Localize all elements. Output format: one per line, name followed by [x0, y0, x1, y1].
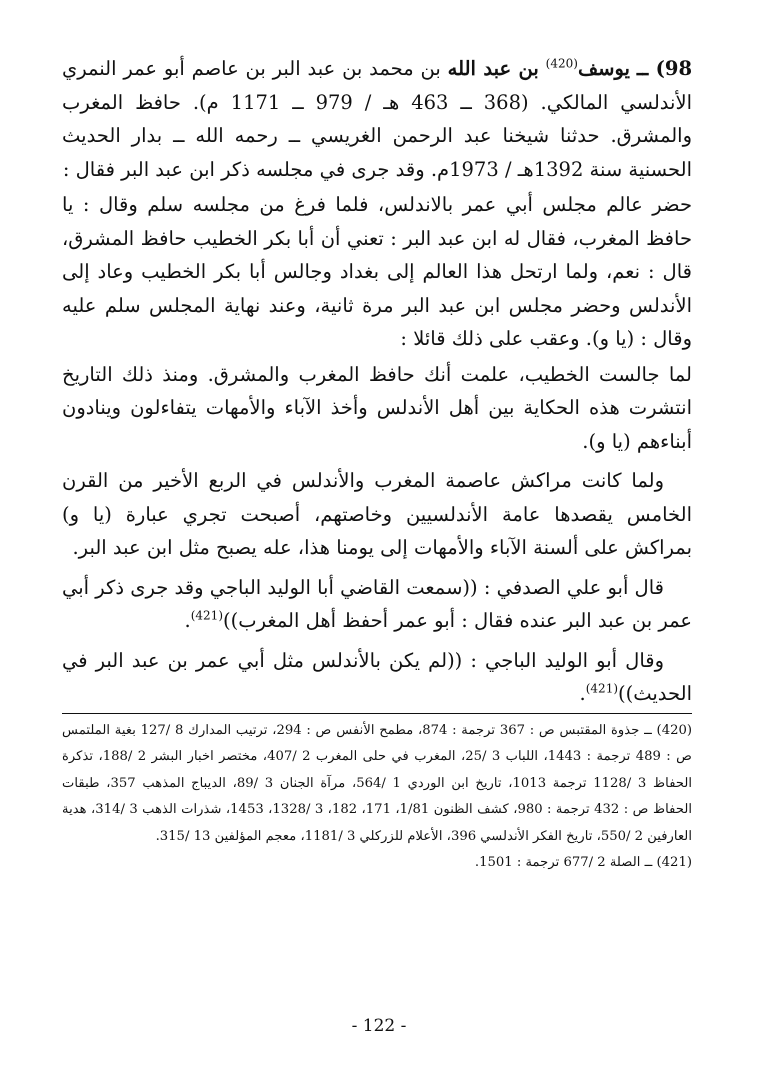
- entry-heading: [62, 52, 692, 186]
- quote-sadafi-text: قال أبو علي الصدفي : ((سمعت القاضي أبا الوليد الباجي وقد جرى ذكر أبي عمر بن عبد البر عنده فقال : أبو عمر أحفظ أهل المغرب)): [62, 575, 692, 632]
- entry-name-rest: بن عبد الله: [447, 57, 539, 80]
- quote-baji-text: وقال أبو الوليد الباجي : ((لم يكن بالأندلس مثل أبي عمر بن عبد البر في الحديث)): [62, 648, 692, 705]
- paragraph-2: لما جالست الخطيب، علمت أنك حافظ المغرب والمشرق. ومنذ ذلك التاريخ انتشرت هذه الحكاية بين أهل الأندلس وأخذ الآباء والأمهات يتفاءلون وينادون أبناءهم (يا و).: [62, 362, 692, 453]
- entry-name: يوسف: [577, 57, 630, 80]
- paragraph-1: حضر عالم مجلس أبي عمر بالاندلس، فلما فرغ من مجلسه سلم وقال : يا حافظ المغرب، فقال له ابن عبد البر : تعني أن أبا بكر الخطيب حافظ المشرق، قال : نعم، ولما ارتحل هذا العالم إلى بغداد وجالس أبا بكر الخطيب وعاد إلى الأندلس وحضر مجلس ابن عبد البر مرة ثانية، وعند نهاية المجلس سلم عليه وقال : (يا و). وعقب على ذلك قائلا :: [62, 193, 692, 350]
- footnote-ref-420: (420): [545, 56, 578, 71]
- footnote-420: (420) ــ جذوة المقتبس ص : 367 ترجمة : 874، مطمح الأنفس ص : 294، ترتيب المدارك 8 /127 بغية الملتمس ص : 489 ترجمة : 1443، اللباب 3 /25، المغرب في حلى المغرب 2 /407، مختصر اخبار البشر 2 /188، تذكرة الحفاظ 3 /1128 ترجمة 1013، تاريخ ابن الوردي 1 /564، مرآة الجنان 3 /89، الديباج المذهب 357، طبقات الحفاظ ص : 432 ترجمة : 980، كشف الظنون 1/81، 171، 182، 3 /1328، 1453، شذرات الذهب 3 /314، هدية العارفين 2 /550، تاريخ الفكر الأندلسي 396، الأعلام للزركلي 3 /1181، معجم المؤلفين 13 /315.: [62, 722, 693, 844]
- footnote-421: (421) ــ الصلة 2 /677 ترجمة : 1501.: [474, 855, 692, 870]
- footnotes: [62, 713, 692, 877]
- paragraph-3: ولما كانت مراكش عاصمة المغرب والأندلس في الربع الأخير من القرن الخامس يقصدها عامة الأندلسيين وخاصتهم، أصبحت تجري عبارة (يا و) بمراكش على ألسنة الآباء والأمهات إلى يومنا هذا، عله يصبح مثل ابن عبد البر.: [62, 469, 692, 559]
- footnote-ref-421b: (421): [585, 681, 619, 696]
- main-text: [62, 52, 692, 711]
- quote-sadafi: [62, 571, 692, 638]
- entry-bio: بن محمد بن عبد البر بن عاصم أبو عمر النمري الأندلسي المالكي. (368 ــ 463 هـ / 979 ــ 1171 م). حافظ المغرب والمشرق. حدثنا شيخنا عبد الرحمن الغريسي ــ رحمه الله ــ بدار الحديث الحسنية سنة 1392هـ / 1973م. وقد جرى في مجلسه ذكر ابن عبد البر فقال :: [62, 57, 692, 181]
- quote-baji: [62, 644, 692, 711]
- entry-number: 98) ــ: [636, 57, 693, 80]
- footnote-ref-421a: (421): [190, 608, 223, 623]
- quote-baji-end: .: [579, 682, 586, 705]
- quote-sadafi-end: .: [184, 609, 191, 632]
- page-number: - 122 -: [351, 1016, 407, 1036]
